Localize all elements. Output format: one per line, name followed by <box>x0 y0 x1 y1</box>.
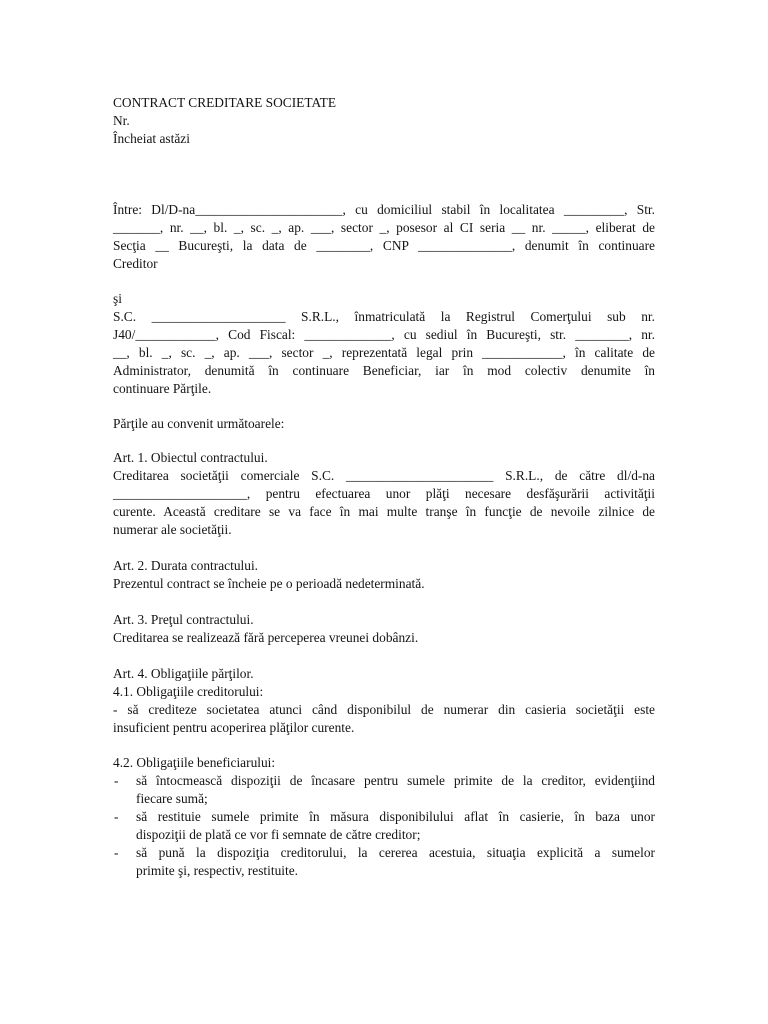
beneficiar-paragraph <box>113 290 655 398</box>
paragraph-line: Creditor <box>113 256 158 271</box>
paragraph-line: Creditarea societăţii comerciale S.C. ______________________ S.R.L., de către dl/d-na <box>113 468 655 483</box>
creditor-paragraph <box>113 201 655 273</box>
contract-number: Nr. <box>113 113 130 128</box>
contract-header <box>113 94 655 148</box>
contract-title: CONTRACT CREDITARE SOCIETATE <box>113 95 337 110</box>
paragraph-line: ____________________, pentru efectuarea unor plăţi necesare desfăşurării activităţii <box>113 486 655 501</box>
paragraph-line: insuficient pentru acoperirea plăţilor curente. <box>113 720 355 735</box>
article-3 <box>113 611 655 647</box>
list-item-line: să restituie sumele primite în măsura disponibilului aflat în casierie, în baza unor <box>136 809 655 824</box>
list-item <box>113 844 655 880</box>
paragraph-line: numerar ale societăţii. <box>113 522 232 537</box>
paragraph-line: - să crediteze societatea atunci când disponibilul de numerar din casieria societăţii este <box>113 702 655 717</box>
article-title: Art. 2. Durata contractului. <box>113 558 259 573</box>
list-item-line: să întocmească dispoziţii de încasare pentru sumele primite de la creditor, evidenţiind <box>136 773 655 788</box>
contract-date-line: Încheiat astăzi <box>113 131 190 146</box>
article-text: Prezentul contract se încheie pe o perioadă nedeterminată. <box>113 576 425 591</box>
list-item <box>113 772 655 808</box>
article-title: Art. 4. Obligaţiile părţilor. <box>113 666 254 681</box>
article-2 <box>113 557 655 593</box>
article-title: Art. 1. Obiectul contractului. <box>113 450 268 465</box>
bullet-dash: - <box>114 809 119 824</box>
list-item-line: fiecare sumă; <box>136 791 208 806</box>
agreement-text: Părţile au convenit următoarele: <box>113 416 285 431</box>
paragraph-line: __, bl. _, sc. _, ap. ___, sector _, reprezentată legal prin ____________, în calitate de <box>113 345 655 360</box>
paragraph-line: curente. Această creditare se va face în mai multe tranşe în funcţie de nevoile zilnice de <box>113 504 655 519</box>
conjunction-si: şi <box>113 291 122 306</box>
agreement-line <box>113 415 655 433</box>
paragraph-line: Administrator, denumită în continuare Beneficiar, iar în mod colectiv denumite în <box>113 363 655 378</box>
list-item-line: să pună la dispoziţia creditorului, la cererea acestuia, situaţia explicită a sumelor <box>136 845 655 860</box>
list-item-line: primite şi, respectiv, restituite. <box>136 863 299 878</box>
list-item-line: dispoziţii de plată ce vor fi semnate de către creditor; <box>136 827 421 842</box>
article-1 <box>113 449 655 539</box>
article-title: Art. 3. Preţul contractului. <box>113 612 254 627</box>
list-item <box>113 808 655 844</box>
paragraph-line: Între: Dl/D-na______________________, cu domiciliul stabil în localitatea _________, Str. <box>113 202 655 217</box>
paragraph-line: _______, nr. __, bl. _, sc. _, ap. ___, sector _, posesor al CI seria __ nr. _____, eliberat de <box>113 220 655 235</box>
article-text: Creditarea se realizează fără perceperea vreunei dobânzi. <box>113 630 419 645</box>
subsection-title: 4.1. Obligaţiile creditorului: <box>113 684 264 699</box>
paragraph-line: J40/____________, Cod Fiscal: _____________, cu sediul în Bucureşti, str. ________, nr. <box>113 327 655 342</box>
article-4 <box>113 665 655 737</box>
paragraph-line: Secţia __ Bucureşti, la data de ________, CNP ______________, denumit în continuare <box>113 238 655 253</box>
paragraph-line: continuare Părţile. <box>113 381 212 396</box>
article-4-2 <box>113 754 655 880</box>
bullet-dash: - <box>114 773 119 788</box>
bullet-dash: - <box>114 845 119 860</box>
subsection-title: 4.2. Obligaţiile beneficiarului: <box>113 755 276 770</box>
paragraph-line: S.C. ____________________ S.R.L., înmatriculată la Registrul Comerţului sub nr. <box>113 309 655 324</box>
